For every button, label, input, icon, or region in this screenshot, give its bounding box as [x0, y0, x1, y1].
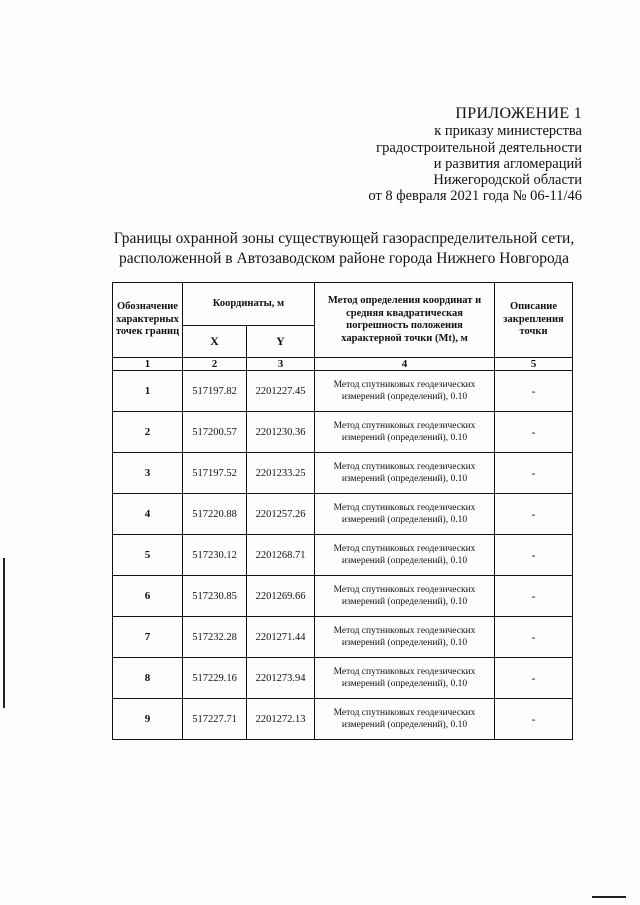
method-cell: Метод спутниковых геодезических измерений (определений), 0.10 — [315, 453, 495, 494]
header-x: X — [183, 326, 247, 358]
document-title-line-2: расположенной в Автозаводском районе города Нижнего Новгорода — [118, 250, 570, 267]
fixation-cell: - — [495, 617, 573, 658]
method-cell: Метод спутниковых геодезических измерений (определений), 0.10 — [315, 658, 495, 699]
point-label: 6 — [113, 576, 183, 617]
column-number: 2 — [183, 358, 247, 371]
method-cell: Метод спутниковых геодезических измерений (определений), 0.10 — [315, 576, 495, 617]
method-cell: Метод спутниковых геодезических измерений (определений), 0.10 — [315, 699, 495, 740]
point-label: 7 — [113, 617, 183, 658]
fixation-cell: - — [495, 576, 573, 617]
fixation-cell: - — [495, 494, 573, 535]
fixation-cell: - — [495, 535, 573, 576]
column-number: 1 — [113, 358, 183, 371]
header-y: Y — [247, 326, 315, 358]
table-row — [113, 453, 573, 494]
fixation-cell: - — [495, 699, 573, 740]
coordinate-x: 517227.71 — [183, 699, 247, 740]
point-label: 8 — [113, 658, 183, 699]
header-method: Метод определения координат и средняя квадратическая погрешность положения характерной точки (Mt), м — [315, 283, 495, 358]
coordinate-x: 517220.88 — [183, 494, 247, 535]
column-number: 4 — [315, 358, 495, 371]
coordinate-x: 517229.16 — [183, 658, 247, 699]
document-title — [100, 229, 588, 269]
table-row — [113, 576, 573, 617]
method-cell: Метод спутниковых геодезических измерений (определений), 0.10 — [315, 412, 495, 453]
table-row — [113, 412, 573, 453]
appendix-header — [368, 106, 582, 205]
coordinate-y: 2201227.45 — [247, 371, 315, 412]
appendix-line: градостроительной деятельности — [376, 139, 582, 156]
coordinate-y: 2201269.66 — [247, 576, 315, 617]
header-description: Описание закрепления точки — [495, 283, 573, 358]
table-row — [113, 617, 573, 658]
header-coordinates: Координаты, м — [183, 283, 315, 326]
coordinate-y: 2201272.13 — [247, 699, 315, 740]
table-row — [113, 371, 573, 412]
fixation-cell: - — [495, 371, 573, 412]
column-number: 3 — [247, 358, 315, 371]
coordinate-y: 2201230.36 — [247, 412, 315, 453]
column-numbers-row — [113, 358, 573, 371]
coordinate-y: 2201233.25 — [247, 453, 315, 494]
point-label: 2 — [113, 412, 183, 453]
boundary-points-table — [112, 282, 573, 740]
table-row — [113, 699, 573, 740]
coordinate-x: 517230.85 — [183, 576, 247, 617]
table-row — [113, 658, 573, 699]
method-cell: Метод спутниковых геодезических измерений (определений), 0.10 — [315, 617, 495, 658]
coordinate-x: 517197.82 — [183, 371, 247, 412]
point-label: 1 — [113, 371, 183, 412]
method-cell: Метод спутниковых геодезических измерений (определений), 0.10 — [315, 371, 495, 412]
fixation-cell: - — [495, 412, 573, 453]
coordinate-x: 517197.52 — [183, 453, 247, 494]
coordinate-y: 2201257.26 — [247, 494, 315, 535]
coordinate-x: 517200.57 — [183, 412, 247, 453]
coordinate-x: 517230.12 — [183, 535, 247, 576]
table-row — [113, 535, 573, 576]
document-title-line-1: Границы охранной зоны существующей газораспределительной сети, — [113, 230, 575, 247]
table-row — [113, 494, 573, 535]
fixation-cell: - — [495, 453, 573, 494]
coordinate-y: 2201273.94 — [247, 658, 315, 699]
coordinate-y: 2201268.71 — [247, 535, 315, 576]
method-cell: Метод спутниковых геодезических измерений (определений), 0.10 — [315, 535, 495, 576]
fixation-cell: - — [495, 658, 573, 699]
appendix-line: от 8 февраля 2021 года № 06-11/46 — [368, 188, 582, 205]
header-point: Обозначение характерных точек границ — [113, 283, 183, 358]
coordinate-y: 2201271.44 — [247, 617, 315, 658]
column-number: 5 — [495, 358, 573, 371]
scan-bottom-mark — [592, 896, 626, 898]
appendix-line: Нижегородской области — [433, 172, 582, 189]
point-label: 3 — [113, 453, 183, 494]
point-label: 4 — [113, 494, 183, 535]
scan-margin-line — [3, 558, 5, 708]
appendix-line: к приказу министерства — [434, 123, 582, 140]
point-label: 9 — [113, 699, 183, 740]
coordinate-x: 517232.28 — [183, 617, 247, 658]
method-cell: Метод спутниковых геодезических измерений (определений), 0.10 — [315, 494, 495, 535]
appendix-title: ПРИЛОЖЕНИЕ 1 — [455, 105, 582, 122]
appendix-line: и развития агломераций — [433, 155, 582, 172]
point-label: 5 — [113, 535, 183, 576]
